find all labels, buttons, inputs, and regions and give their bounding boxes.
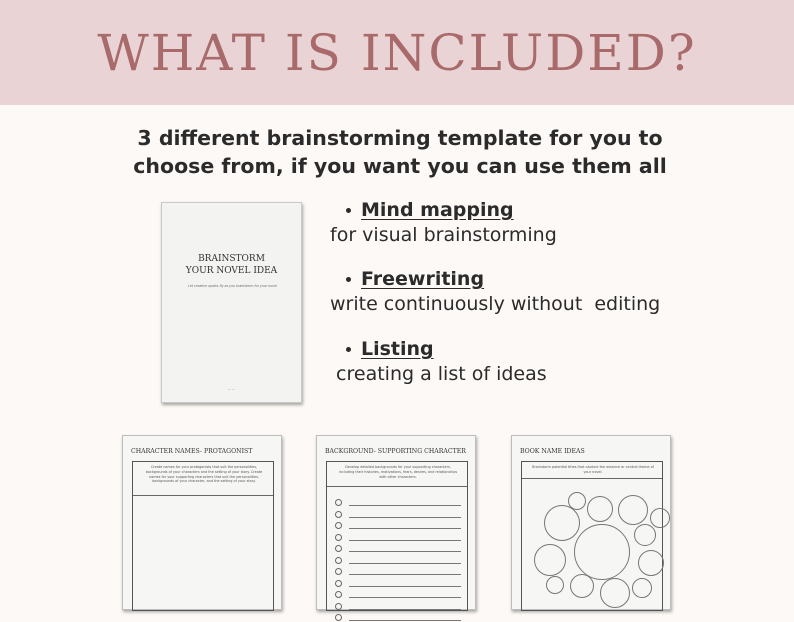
writing-line	[349, 620, 461, 621]
feature-description: for visual brainstorming	[330, 224, 557, 246]
writing-line	[349, 609, 461, 610]
cover-title-line-1: BRAINSTORM	[198, 254, 265, 264]
feature-freewriting	[330, 268, 660, 315]
checklist-row	[335, 580, 461, 588]
page-heading: BOOK NAME IDEAS	[520, 448, 585, 455]
mind-map-circle	[546, 576, 564, 594]
mind-map-circle	[568, 492, 586, 510]
writing-line	[349, 528, 461, 529]
writing-line	[349, 597, 461, 598]
checklist-row	[335, 499, 461, 507]
divider	[327, 486, 467, 487]
circle-bullet-icon	[335, 511, 342, 518]
divider	[522, 478, 662, 479]
checklist-row	[335, 568, 461, 576]
page-description: Brainstorm potential titles that capture the essence or central theme of your novel.	[532, 465, 654, 474]
template-page-character-names	[122, 435, 282, 610]
mind-map-circle	[600, 578, 630, 608]
mind-map-circle	[638, 550, 664, 576]
page-box	[326, 461, 468, 611]
mind-map-circle	[544, 505, 580, 541]
mind-map-circle	[534, 544, 566, 576]
template-page-background	[316, 435, 476, 610]
feature-title: Listing	[361, 338, 434, 360]
template-page-book-name-ideas	[511, 435, 671, 610]
page-heading: CHARACTER NAMES- PROTAGONIST	[131, 448, 253, 455]
cover-title-line-2: YOUR NOVEL IDEA	[185, 266, 278, 276]
mind-map-circle	[650, 508, 670, 528]
header-banner	[0, 0, 794, 105]
cover-subtitle: Let creative sparks fly as you brainstorm for your novel	[188, 284, 277, 288]
page-title: WHAT IS INCLUDED?	[97, 23, 697, 82]
divider	[133, 495, 273, 496]
mind-map-circle	[632, 578, 652, 598]
page-heading: BACKGROUND- SUPPORTING CHARACTER	[325, 448, 466, 455]
mind-map-center-circle	[574, 524, 630, 580]
checklist-row	[335, 557, 461, 565]
writing-line	[349, 540, 461, 541]
bullet-icon	[346, 347, 351, 352]
writing-line	[349, 563, 461, 564]
bullet-icon	[346, 277, 351, 282]
cover-title	[162, 253, 301, 277]
mind-map-circle	[618, 495, 648, 525]
cover-footer: — —	[228, 387, 235, 391]
checklist-row	[335, 591, 461, 599]
feature-title: Mind mapping	[361, 199, 514, 221]
circle-bullet-icon	[335, 603, 342, 610]
circle-bullet-icon	[335, 522, 342, 529]
circle-bullet-icon	[335, 499, 342, 506]
cover-page-preview	[161, 202, 302, 403]
checklist-row	[335, 603, 461, 611]
writing-line	[349, 551, 461, 552]
mind-map-circle	[587, 496, 613, 522]
circle-bullet-icon	[335, 534, 342, 541]
checklist-row	[335, 511, 461, 519]
subtitle-line-1: 3 different brainstorming template for you to	[137, 126, 663, 150]
subtitle-line-2: choose from, if you want you can use them all	[133, 154, 667, 178]
circle-bullet-icon	[335, 557, 342, 564]
checklist-row	[335, 522, 461, 530]
checklist-row	[335, 545, 461, 553]
feature-listing	[330, 338, 547, 385]
writing-line	[349, 586, 461, 587]
feature-title: Freewriting	[361, 268, 485, 290]
mind-map-circle	[634, 524, 656, 546]
page-description: Create names for your protagonists that suit the personalities, backgrounds of your characters and the setting of your story. Create names for your supporting characters that suit the personalities, backgrounds of your character, and the setting of your story.	[145, 465, 263, 484]
feature-mind-mapping	[330, 199, 557, 246]
checklist-row	[335, 614, 461, 622]
circle-bullet-icon	[335, 545, 342, 552]
circle-bullet-icon	[335, 580, 342, 587]
page-box	[132, 461, 274, 611]
subtitle	[130, 124, 670, 180]
writing-line	[349, 574, 461, 575]
checklist-row	[335, 534, 461, 542]
bullet-icon	[346, 208, 351, 213]
page-box	[521, 461, 663, 611]
circle-bullet-icon	[335, 591, 342, 598]
writing-line	[349, 517, 461, 518]
circle-bullet-icon	[335, 614, 342, 621]
circle-bullet-icon	[335, 568, 342, 575]
feature-description: creating a list of ideas	[330, 363, 547, 385]
mind-map-circle	[570, 574, 594, 598]
page-description: Develop detailed backgrounds for your supporting characters, including their histories, motivations, fears, desires, and relationships with other characters.	[338, 465, 458, 479]
feature-description: write continuously without editing	[330, 293, 661, 315]
writing-line	[349, 505, 461, 506]
